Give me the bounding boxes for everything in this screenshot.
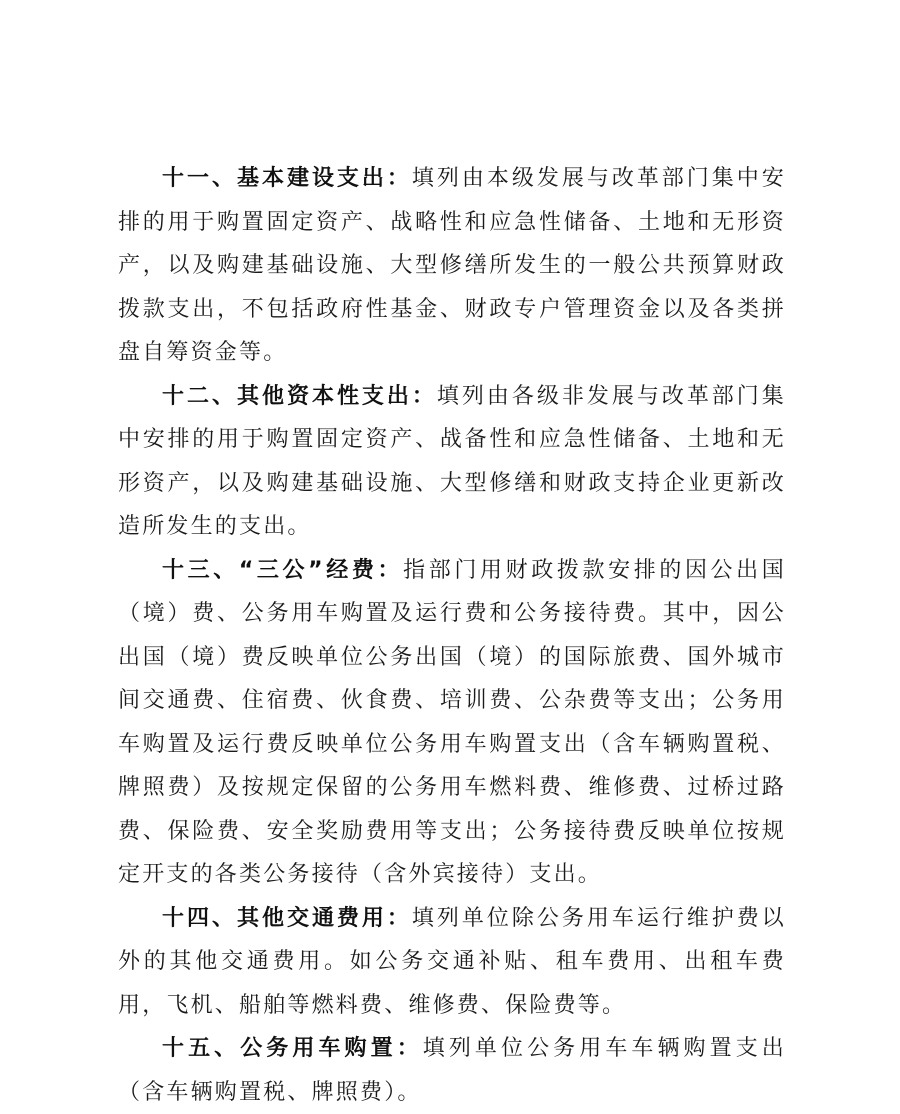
- document-body: [118, 157, 786, 1114]
- paragraph-other-capital: [118, 375, 786, 549]
- paragraph-text: 填列单位除公务用车运行维护费以外的其他交通费用。如公务交通补贴、租车费用、出租车费用，飞机、船舶等燃料费、维修费、保险费等。: [118, 905, 786, 1018]
- paragraph-term: 十一、基本建设支出：: [162, 166, 412, 191]
- paragraph-term: 十四、其他交通费用：: [162, 905, 412, 931]
- paragraph-term: 十五、公务用车购置：: [162, 1036, 423, 1061]
- paragraph-text: 填列单位公务用车车辆购置支出（含车辆购置税、牌照费）。: [118, 1036, 786, 1105]
- paragraph-three-public-expenses: [118, 549, 786, 897]
- paragraph-text: 填列由各级非发展与改革部门集中安排的用于购置固定资产、战备性和应急性储备、土地和无形资产，以及购建基础设施、大型修缮和财政支持企业更新改造所发生的支出。: [118, 383, 786, 539]
- paragraph-capital-construction: [118, 157, 786, 375]
- paragraph-text: 指部门用财政拨款安排的因公出国（境）费、公务用车购置及运行费和公务接待费。其中，因公出国（境）费反映单位公务出国（境）的国际旅费、国外城市间交通费、住宿费、伙食费、培训费、公杂费等支出；公务用车购置及运行费反映单位公务用车购置支出（含车辆购置税、牌照费）及按规定保留的公务用车燃料费、维修费、过桥过路费、保险费、安全奖励费用等支出；公务接待费反映单位按规定开支的各类公务接待（含外宾接待）支出。: [118, 557, 786, 887]
- paragraph-vehicle-purchase: [118, 1027, 786, 1114]
- paragraph-term: 十二、其他资本性支出：: [162, 383, 437, 409]
- paragraph-text: 填列由本级发展与改革部门集中安排的用于购置固定资产、战略性和应急性储备、土地和无形资产，以及购建基础设施、大型修缮所发生的一般公共预算财政拨款支出，不包括政府性基金、财政专户管理资金以及各类拼盘自筹资金等。: [118, 166, 786, 365]
- paragraph-other-transport: [118, 897, 786, 1028]
- paragraph-term: 十三、“三公”经费：: [162, 557, 404, 583]
